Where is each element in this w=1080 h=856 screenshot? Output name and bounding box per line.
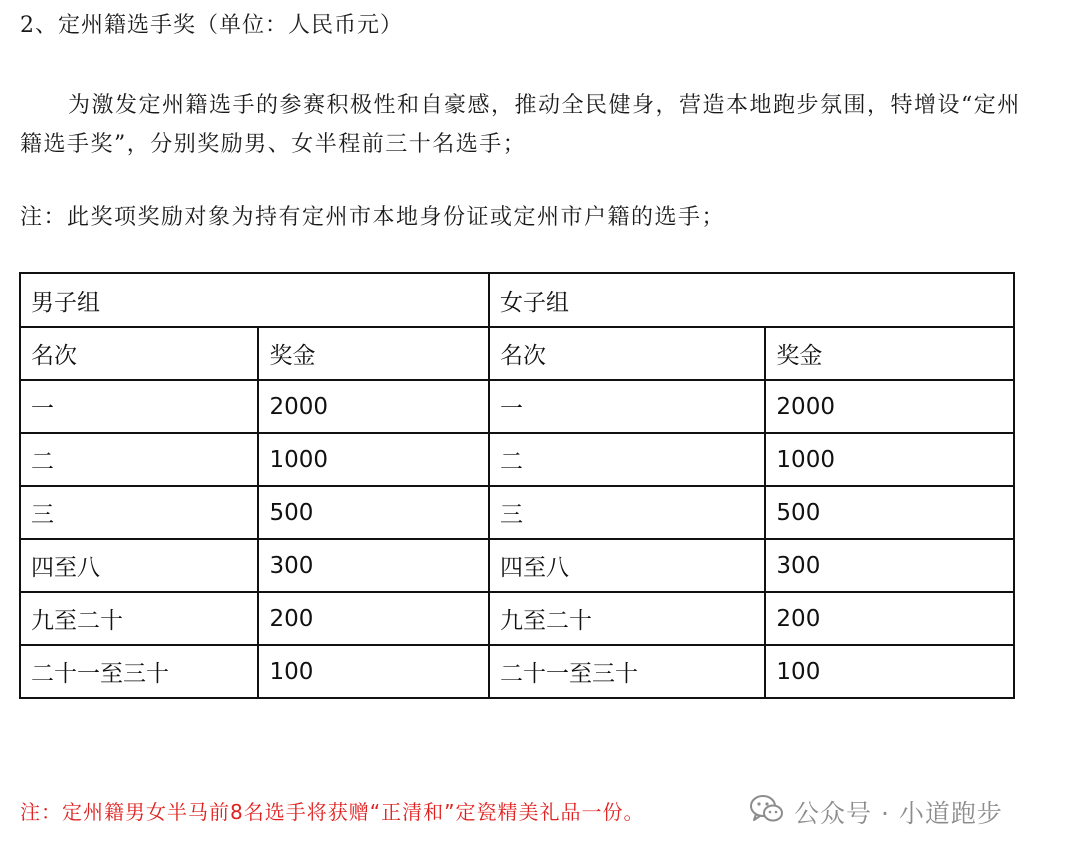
table-cell: 二 — [20, 433, 258, 486]
group-male: 男子组 — [20, 273, 489, 327]
table-cell: 一 — [20, 380, 258, 433]
table-cell: 500 — [765, 486, 1014, 539]
column-header-rank-female: 名次 — [489, 327, 765, 380]
column-header-rank-male: 名次 — [20, 327, 258, 380]
table-cell: 100 — [765, 645, 1014, 698]
table-cell: 2000 — [765, 380, 1014, 433]
table-row — [20, 539, 1014, 592]
table-cell: 200 — [258, 592, 489, 645]
table-cell: 九至二十 — [20, 592, 258, 645]
intro-paragraph — [20, 86, 1035, 164]
table-cell: 200 — [765, 592, 1014, 645]
column-header-prize-male: 奖金 — [258, 327, 489, 380]
wechat-watermark — [750, 794, 1003, 830]
table-row — [20, 433, 1014, 486]
table-cell: 二十一至三十 — [489, 645, 765, 698]
table-cell: 2000 — [258, 380, 489, 433]
watermark-text: 公众号 · 小道跑步 — [794, 799, 1003, 828]
table-cell: 一 — [489, 380, 765, 433]
column-header-row — [20, 327, 1014, 380]
table-row — [20, 592, 1014, 645]
table-cell: 500 — [258, 486, 489, 539]
table-row — [20, 486, 1014, 539]
eligibility-note: 注：此奖项奖励对象为持有定州市本地身份证或定州市户籍的选手； — [20, 205, 726, 230]
table-row — [20, 380, 1014, 433]
table-cell: 四至八 — [20, 539, 258, 592]
table-cell: 九至二十 — [489, 592, 765, 645]
group-header-row — [20, 273, 1014, 327]
table-cell: 三 — [489, 486, 765, 539]
table-row — [20, 645, 1014, 698]
table-cell: 100 — [258, 645, 489, 698]
column-header-prize-female: 奖金 — [765, 327, 1014, 380]
intro-paragraph-text: 为激发定州籍选手的参赛积极性和自豪感，推动全民健身，营造本地跑步氛围，特增设“定州籍选手奖”，分别奖励男、女半程前三十名选手； — [20, 93, 1021, 157]
wechat-icon — [750, 794, 794, 830]
table-cell: 1000 — [258, 433, 489, 486]
table-cell: 300 — [765, 539, 1014, 592]
table-cell: 二十一至三十 — [20, 645, 258, 698]
table-cell: 三 — [20, 486, 258, 539]
table-cell: 1000 — [765, 433, 1014, 486]
table-cell: 四至八 — [489, 539, 765, 592]
section-heading: 2、定州籍选手奖（单位：人民币元） — [20, 13, 403, 38]
group-female: 女子组 — [489, 273, 1014, 327]
prize-table — [19, 272, 1015, 699]
table-cell: 二 — [489, 433, 765, 486]
gift-note: 注：定州籍男女半马前8名选手将获赠“正清和”定瓷精美礼品一份。 — [20, 800, 645, 824]
table-cell: 300 — [258, 539, 489, 592]
